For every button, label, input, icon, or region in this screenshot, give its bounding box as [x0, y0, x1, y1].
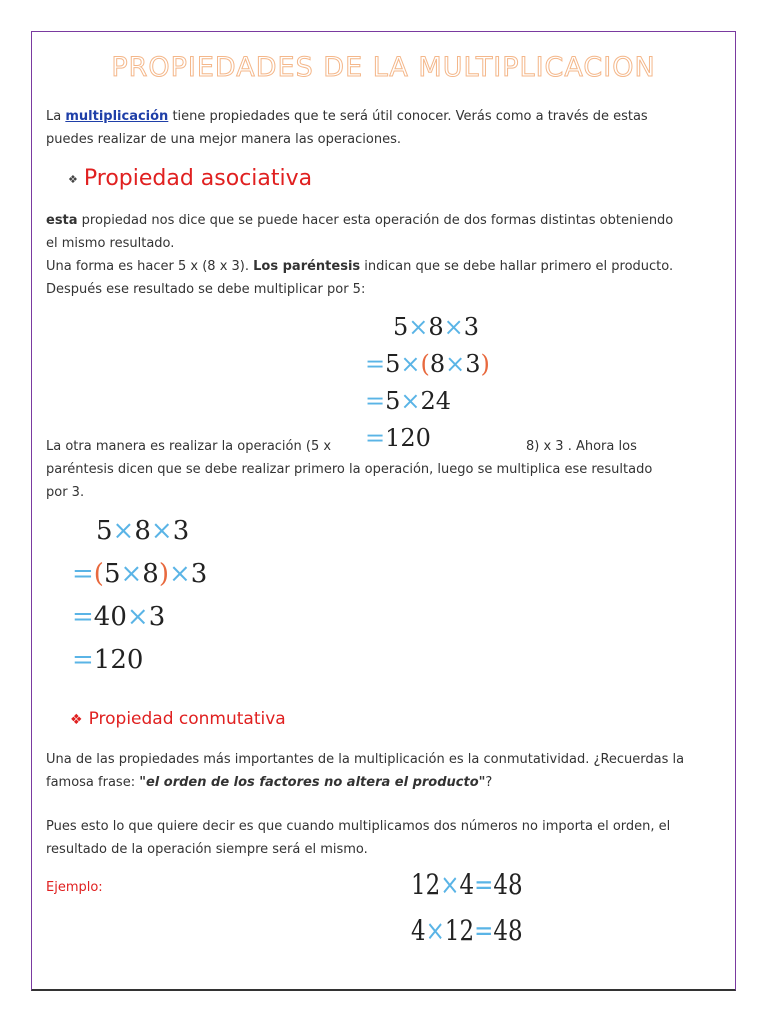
esta-bold: esta — [46, 213, 78, 228]
asociativa-p3-line2: paréntesis dicen que se debe realizar primero la operación, luego se multiplica ese resultado — [46, 462, 653, 477]
parentesis-bold: Los paréntesis — [253, 259, 361, 274]
math2-line2: =(5×8)×3 — [72, 559, 208, 589]
multiplicacion-link[interactable]: multiplicación — [65, 109, 169, 124]
conmutativa-paragraph-1 — [46, 748, 726, 794]
asociativa-p2-line1a: Una forma es hacer 5 x (8 x 3). — [46, 259, 254, 274]
example-line1: 12×4=48 — [411, 868, 523, 901]
asociativa-p3-line1a: La otra manera es realizar la operación (5 x — [46, 439, 332, 454]
asociativa-paragraph-2 — [46, 255, 673, 301]
asociativa-p2-line1b: indican que se debe hallar primero el producto. — [360, 259, 674, 274]
asociativa-p3-line1b: 8) x 3 . Ahora los — [526, 439, 637, 454]
example-math — [411, 862, 523, 954]
intro-pre: La — [46, 109, 66, 124]
example-line2: 4×12=48 — [411, 914, 523, 947]
conmutativa-p2-line2: resultado de la operación siempre será el mismo. — [46, 842, 368, 857]
diamond-bullet-icon: ❖ — [70, 712, 83, 728]
heading-asociativa — [68, 166, 312, 191]
intro-line2: puedes realizar de una mejor manera las operaciones. — [46, 132, 401, 147]
asociativa-paragraph-3 — [46, 435, 331, 458]
asociativa-paragraph-1 — [46, 209, 673, 255]
asociativa-p1-line2: el mismo resultado. — [46, 236, 175, 251]
conmutativa-p1-line1: Una de las propiedades más importantes de la multiplicación es la conmutatividad. ¿Recuerdas la — [46, 752, 685, 767]
intro-paragraph — [46, 105, 648, 151]
conmutativa-p1-line2b: ? — [485, 775, 493, 790]
math1-line1: 5×8×3 — [393, 313, 480, 341]
math1-line4: =120 — [365, 424, 431, 452]
math-block-1 — [365, 309, 490, 457]
conmutativa-paragraph-2 — [46, 815, 726, 861]
math-block-2 — [72, 510, 207, 682]
page-title: PROPIEDADES DE LA MULTIPLICACION — [111, 52, 656, 83]
math2-line4: =120 — [72, 645, 144, 675]
asociativa-paragraph-3-cont — [46, 458, 652, 504]
asociativa-p3-line1b-wrap — [526, 435, 637, 458]
math1-line2: =5×(8×3) — [365, 350, 490, 378]
conmutativa-p1-line2a: famosa frase: — [46, 775, 140, 790]
math2-line1: 5×8×3 — [96, 516, 190, 546]
heading-conmutativa-text: Propiedad conmutativa — [88, 709, 286, 729]
heading-asociativa-text: Propiedad asociativa — [83, 166, 313, 191]
conmutativa-p2-line1: Pues esto lo que quiere decir es que cuando multiplicamos dos números no importa el orden, el — [46, 819, 671, 834]
document-page — [31, 31, 736, 991]
famosa-frase-quote: "el orden de los factores no altera el producto" — [139, 775, 486, 790]
math1-line3: =5×24 — [365, 387, 452, 415]
asociativa-p3-line3: por 3. — [46, 485, 85, 500]
math2-line3: =40×3 — [72, 602, 166, 632]
asociativa-p1-line1: propiedad nos dice que se puede hacer esta operación de dos formas distintas obteniendo — [77, 213, 674, 228]
intro-line1: tiene propiedades que te será útil conocer. Verás como a través de estas — [168, 109, 648, 124]
asociativa-p2-line2: Después ese resultado se debe multiplicar por 5: — [46, 282, 366, 297]
heading-conmutativa — [70, 709, 286, 729]
ejemplo-label: Ejemplo: — [46, 880, 103, 895]
diamond-bullet-icon: ❖ — [68, 172, 78, 186]
